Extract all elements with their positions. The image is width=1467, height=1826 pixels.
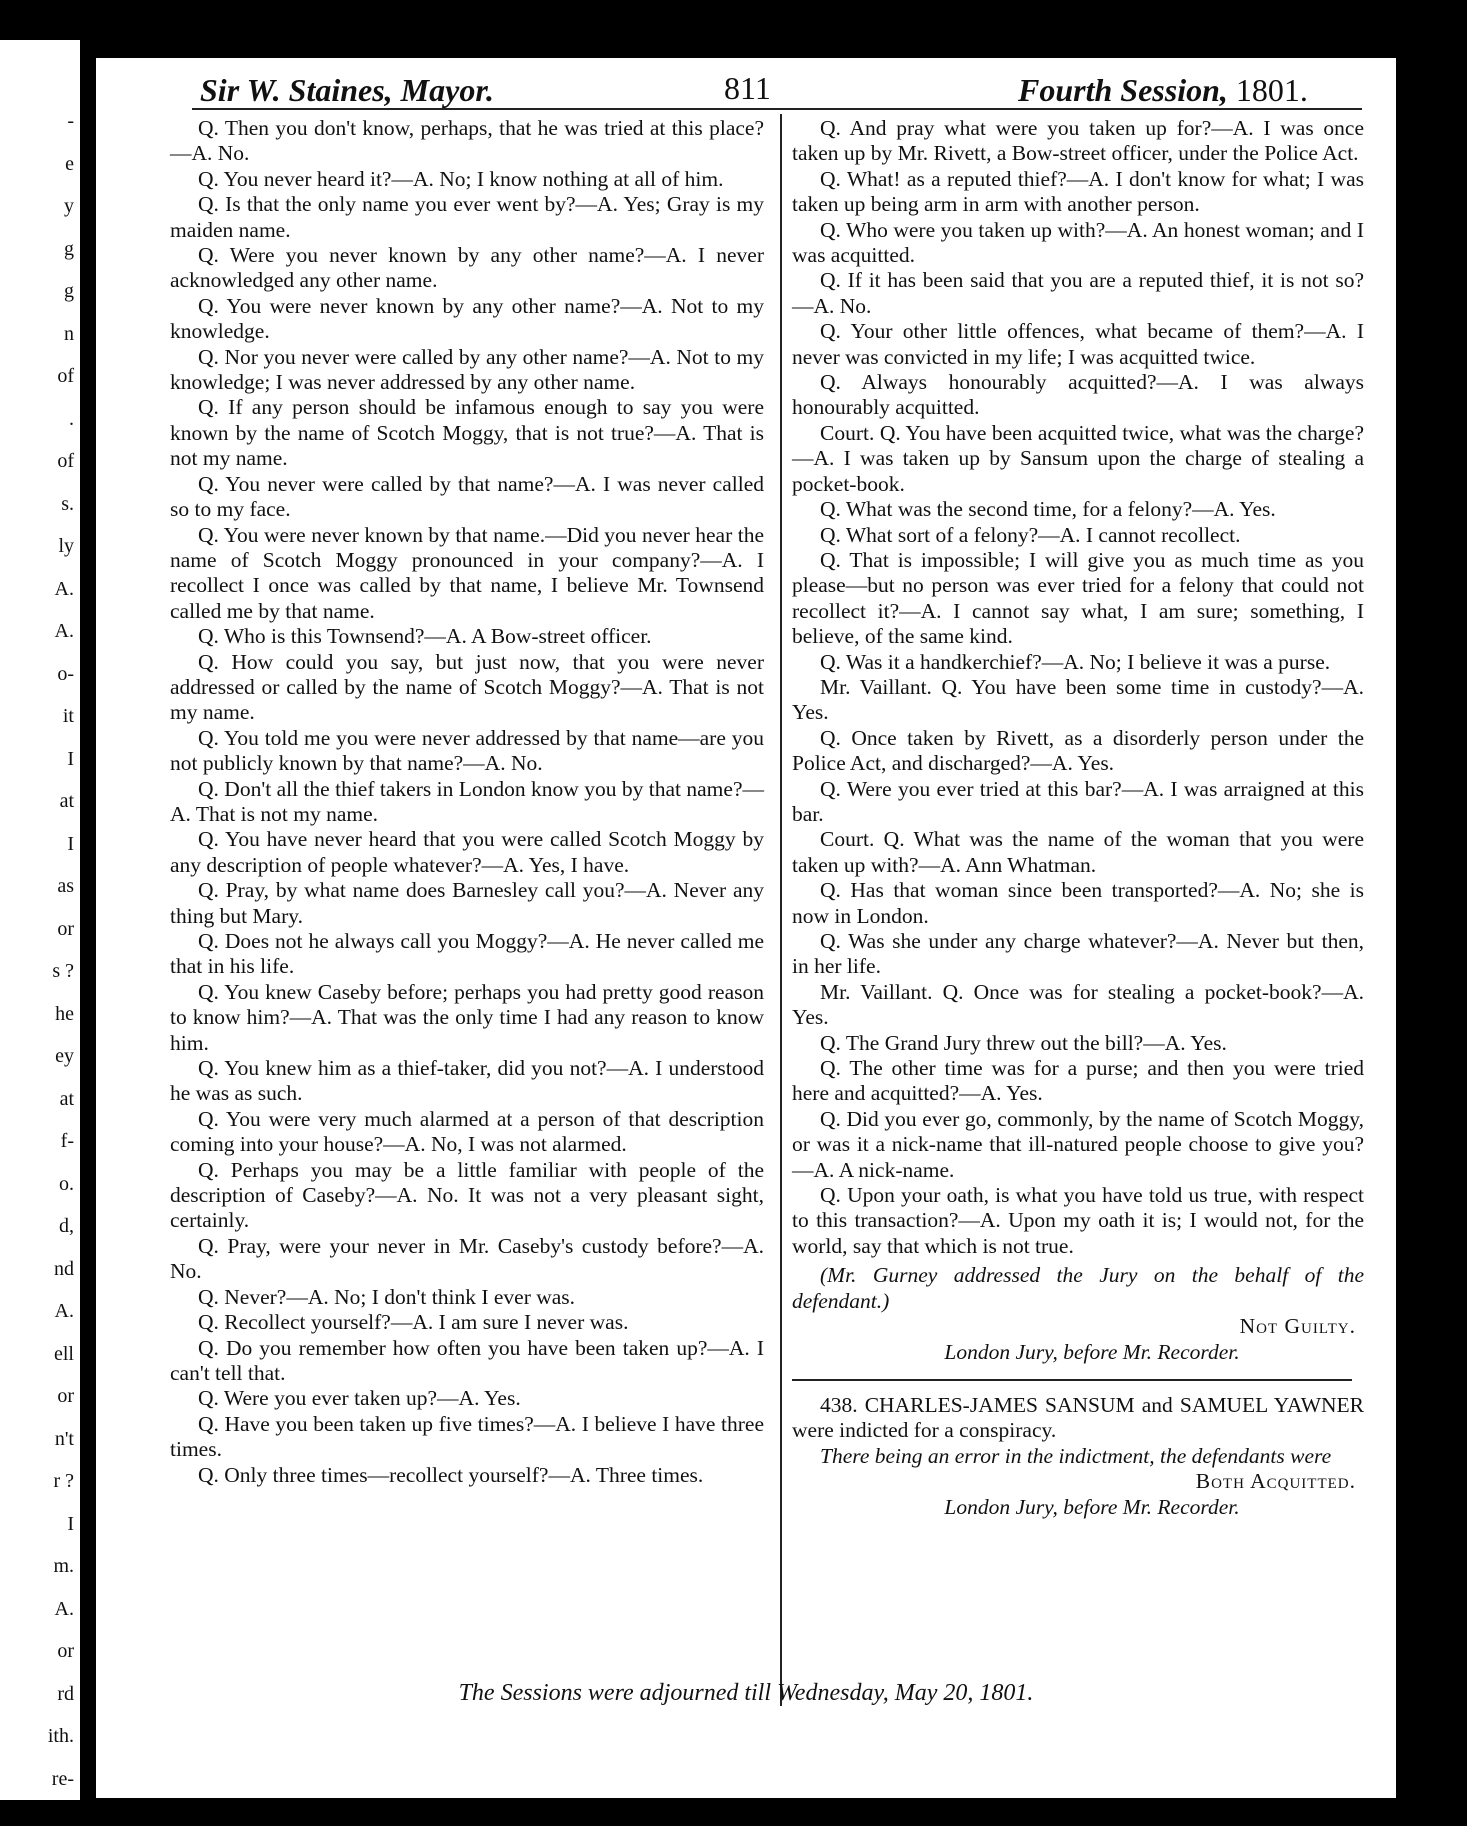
- testimony-paragraph: Q. How could you say, but just now, that you were never addressed or called by the name of Scotch Moggy?—A. That is not my name.: [170, 649, 764, 725]
- right-column-testimony: [792, 116, 1364, 1259]
- column-divider: [780, 114, 782, 1706]
- testimony-paragraph: Q. What sort of a felony?—A. I cannot recollect.: [820, 522, 1241, 547]
- previous-page-fragment: I: [67, 832, 74, 855]
- testimony-paragraph: Q. Then you don't know, perhaps, that he was tried at this place?—A. No.: [170, 116, 764, 166]
- testimony-paragraph: Q. Your other little offences, what became of them?—A. I never was convicted in my life; I was acquitted twice.: [792, 319, 1364, 369]
- testimony-paragraph: Q. Perhaps you may be a little familiar with people of the description of Caseby?—A. No. It was not a very pleasant sight, certainly.: [170, 1157, 764, 1233]
- adjournment-note: The Sessions were adjourned till Wednesday, May 20, 1801.: [458, 1680, 1034, 1706]
- previous-page-fragment: n't: [54, 1427, 74, 1450]
- page-number: 811: [724, 70, 771, 106]
- testimony-paragraph: Q. Pray, were your never in Mr. Caseby's custody before?—A. No.: [170, 1233, 764, 1284]
- previous-page-fragment: ith.: [47, 1725, 74, 1747]
- previous-page-fragment: n: [64, 322, 74, 345]
- previous-page-fragment: of: [57, 450, 74, 472]
- previous-page-fragment: ly: [58, 535, 74, 557]
- previous-page-fragment: f-: [60, 1130, 74, 1152]
- testimony-paragraph: Mr. Vaillant. Q. You have been some time in custody?—A. Yes.: [792, 674, 1364, 725]
- previous-page-fragment: I: [67, 747, 74, 770]
- right-column: [792, 116, 1364, 1520]
- previous-page-fragment: or: [57, 917, 74, 940]
- testimony-paragraph: Q. Does not he always call you Moggy?—A. He never called me that in his life.: [170, 929, 764, 979]
- case-separator: [792, 1379, 1352, 1381]
- testimony-paragraph: Q. You never heard it?—A. No; I know nothing at all of him.: [198, 166, 724, 191]
- left-column: [170, 116, 764, 1488]
- testimony-paragraph: Q. You were very much alarmed at a person of that description coming into your house?—A. No, I was not alarmed.: [170, 1106, 764, 1157]
- testimony-paragraph: Q. You never were called by that name?—A. I was never called so to my face.: [170, 471, 764, 522]
- previous-page-fragment: at: [59, 1087, 74, 1110]
- previous-page-fragment: ey: [55, 1045, 74, 1067]
- case-438-note: There being an error in the indictment, the defendants were: [820, 1443, 1332, 1468]
- previous-page-fragment: g: [64, 237, 74, 260]
- previous-page-fragment: it: [62, 705, 74, 727]
- testimony-paragraph: Q. Has that woman since been transported?—A. No; she is now in London.: [792, 878, 1364, 928]
- testimony-paragraph: Q. You knew Caseby before; perhaps you had pretty good reason to know him?—A. That was the only time I had any reason to know him.: [170, 979, 764, 1055]
- testimony-paragraph: Q. Recollect yourself?—A. I am sure I never was.: [198, 1310, 629, 1335]
- testimony-paragraph: Q. Was she under any charge whatever?—A. Never but then, in her life.: [792, 929, 1364, 979]
- previous-page-fragment: I: [67, 1512, 74, 1535]
- header-session: Fourth Session, 1801.: [1018, 72, 1308, 108]
- previous-page-fragment: A.: [54, 620, 74, 642]
- testimony-paragraph: Q. What! as a reputed thief?—A. I don't know for what; I was taken up being arm in arm with another person.: [792, 166, 1364, 217]
- previous-page-fragment: o.: [59, 1172, 74, 1195]
- testimony-paragraph: Q. You were never known by that name.—Did you never hear the name of Scotch Moggy pronounced in your company?—A. I recollect I once was called by that name, I believe Mr. Townsend called me by that name.: [170, 522, 764, 623]
- previous-page-fragment: .: [69, 407, 74, 430]
- previous-page-fragment: nd: [54, 1257, 74, 1280]
- testimony-paragraph: Q. Were you never known by any other name?—A. I never acknowledged any other name.: [170, 243, 764, 293]
- testimony-paragraph: Q. The other time was for a purse; and then you were tried here and acquitted?—A. Yes.: [792, 1056, 1364, 1106]
- testimony-paragraph: Q. Was it a handkerchief?—A. No; I believe it was a purse.: [820, 649, 1331, 674]
- testimony-paragraph: Q. Is that the only name you ever went by?—A. Yes; Gray is my maiden name.: [170, 192, 764, 242]
- testimony-paragraph: Q. Don't all the thief takers in London know you by that name?—A. That is not my name.: [170, 776, 764, 826]
- previous-page-fragment: s.: [61, 492, 74, 515]
- testimony-paragraph: Q. Do you remember how often you have been taken up?—A. I can't tell that.: [170, 1335, 764, 1385]
- previous-page-fragment: as: [57, 875, 74, 897]
- previous-page-fragment: m.: [53, 1555, 74, 1577]
- previous-page-fragment: or: [57, 1640, 74, 1662]
- case-438-text: 438. CHARLES-JAMES SANSUM and SAMUEL YAWNER were indicted for a conspiracy.: [792, 1392, 1364, 1443]
- testimony-paragraph: Q. Who were you taken up with?—A. An honest woman; and I was acquitted.: [792, 217, 1364, 268]
- previous-page-fragment: -: [67, 110, 74, 132]
- previous-page-fragment: or: [57, 1385, 74, 1407]
- previous-page-fragment: A.: [54, 1300, 74, 1322]
- testimony-paragraph: Q. Upon your oath, is what you have told us true, with respect to this transaction?—A. Upon my oath it is; I would not, for the world, say that which is not true.: [792, 1183, 1364, 1258]
- testimony-paragraph: Q. If any person should be infamous enough to say you were known by the name of Scotch Moggy, that is not true?—A. That is not my name.: [170, 395, 764, 471]
- page-header: [96, 58, 1396, 114]
- previous-page-fragment: r ?: [53, 1470, 74, 1492]
- previous-page-fragment: A.: [54, 577, 74, 600]
- testimony-paragraph: Q. Never?—A. No; I don't think I ever was.: [198, 1284, 576, 1309]
- testimony-paragraph: Q. Always honourably acquitted?—A. I was always honourably acquitted.: [792, 370, 1364, 420]
- previous-page-fragment: s ?: [52, 960, 74, 982]
- closing-note: (Mr. Gurney addressed the Jury on the behalf of the defendant.): [792, 1263, 1364, 1313]
- previous-page-edge: [0, 40, 80, 1800]
- previous-page-fragment: y: [64, 195, 74, 217]
- previous-page-fragment: he: [55, 1002, 74, 1025]
- testimony-paragraph: Q. Only three times—recollect yourself?—A. Three times.: [198, 1462, 704, 1487]
- testimony-paragraph: Q. Were you ever tried at this bar?—A. I was arraigned at this bar.: [792, 776, 1364, 826]
- previous-page-fragment: A.: [54, 1597, 74, 1620]
- testimony-paragraph: Q. The Grand Jury threw out the bill?—A. Yes.: [820, 1030, 1227, 1055]
- previous-page-fragment: g: [64, 280, 74, 302]
- previous-page-fragment: rd: [57, 1682, 74, 1705]
- previous-page-fragment: e: [65, 152, 74, 175]
- testimony-paragraph: Q. Were you ever taken up?—A. Yes.: [198, 1386, 521, 1411]
- testimony-paragraph: Mr. Vaillant. Q. Once was for stealing a pocket-book?—A. Yes.: [792, 979, 1364, 1030]
- header-rule: [192, 108, 1362, 110]
- testimony-paragraph: Q. You knew him as a thief-taker, did you not?—A. I understood he was as such.: [170, 1056, 764, 1106]
- testimony-paragraph: Q. Nor you never were called by any other name?—A. Not to my knowledge; I was never addressed by any other name.: [170, 344, 764, 395]
- testimony-paragraph: Q. You told me you were never addressed by that name—are you not publicly known by that name?—A. No.: [170, 725, 764, 776]
- testimony-paragraph: Q. That is impossible; I will give you as much time as you please—but no person was ever tried for a felony that could not recollect it?—A. I cannot say what, I am sure; something, I believe, of the same kind.: [792, 547, 1364, 649]
- jury-note: London Jury, before Mr. Recorder.: [944, 1339, 1240, 1364]
- testimony-paragraph: Q. Who is this Townsend?—A. A Bow-street officer.: [198, 624, 652, 649]
- previous-page-fragment: ell: [54, 1342, 74, 1365]
- previous-page-fragment: re-: [51, 1767, 74, 1790]
- testimony-paragraph: Q. And pray what were you taken up for?—A. I was once taken up by Mr. Rivett, a Bow-street officer, under the Police Act.: [792, 116, 1364, 166]
- header-mayor: Sir W. Staines, Mayor.: [200, 72, 495, 108]
- testimony-paragraph: Q. Pray, by what name does Barnesley call you?—A. Never any thing but Mary.: [170, 878, 764, 928]
- testimony-paragraph: Q. What was the second time, for a felony?—A. Yes.: [820, 497, 1276, 522]
- verdict: Not Guilty.: [1239, 1314, 1356, 1339]
- case-438-jury: London Jury, before Mr. Recorder.: [944, 1494, 1240, 1519]
- testimony-paragraph: Court. Q. What was the name of the woman that you were taken up with?—A. Ann Whatman.: [792, 827, 1364, 877]
- testimony-paragraph: Court. Q. You have been acquitted twice, what was the charge?—A. I was taken up by Sansum upon the charge of stealing a pocket-book.: [792, 420, 1364, 496]
- testimony-paragraph: Q. Did you ever go, commonly, by the name of Scotch Moggy, or was it a nick-name that ill-natured people choose to give you?—A. A nick-name.: [792, 1106, 1364, 1182]
- testimony-paragraph: Q. If it has been said that you are a reputed thief, it is not so?—A. No.: [792, 268, 1364, 318]
- case-438-verdict: Both Acquitted.: [1195, 1469, 1356, 1494]
- document-page: [96, 58, 1396, 1798]
- testimony-paragraph: Q. Have you been taken up five times?—A. I believe I have three times.: [170, 1411, 764, 1462]
- previous-page-fragment: of: [57, 365, 74, 387]
- testimony-paragraph: Q. You were never known by any other name?—A. Not to my knowledge.: [170, 293, 764, 344]
- testimony-paragraph: Q. Once taken by Rivett, as a disorderly person under the Police Act, and discharged?—A. Yes.: [792, 725, 1364, 776]
- previous-page-fragment: d,: [59, 1215, 74, 1237]
- previous-page-fragment: o-: [57, 662, 74, 685]
- previous-page-fragment: at: [59, 790, 74, 812]
- testimony-paragraph: Q. You have never heard that you were called Scotch Moggy by any description of people whatever?—A. Yes, I have.: [170, 827, 764, 877]
